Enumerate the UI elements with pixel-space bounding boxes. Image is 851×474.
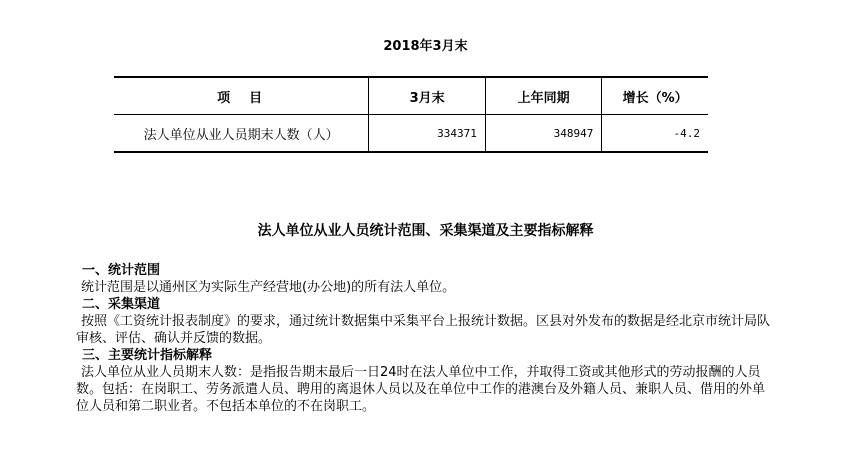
row-previous-value: 348947 [485,115,602,153]
row-current-value: 334371 [369,115,486,153]
header-current: 3月末 [369,77,486,115]
row-growth-value: -4.2 [602,115,708,153]
report-period-title: 2018年3月末 [383,39,468,54]
section-heading-scope: 一、统计范围 [82,263,161,278]
section-heading-channel: 二、采集渠道 [82,297,161,312]
explanation-notes [76,262,776,415]
header-growth: 增长（%） [602,77,708,115]
row-item-label: 法人单位从业人员期末人数（人） [143,127,339,143]
explanation-title: 法人单位从业人员统计范围、采集渠道及主要指标解释 [257,223,594,239]
section-text-scope: 统计范围是以通州区为实际生产经营地(办公地)的所有法人单位。 [81,280,456,295]
header-item: 项 目 [217,90,266,106]
section-heading-indicators: 三、主要统计指标解释 [82,348,213,363]
section-text-channel: 按照《工资统计报表制度》的要求，通过统计数据集中采集平台上报统计数据。区县对外发布的数据是经北京市统计局队审核、评估、确认并反馈的数据。 [76,314,771,346]
table-header-row [114,77,708,115]
table-row [114,115,708,153]
header-previous: 上年同期 [485,77,602,115]
statistics-table [114,76,708,153]
section-text-indicators: 法人单位从业人员期末人数：是指报告期末最后一日24时在法人单位中工作，并取得工资或其他形式的劳动报酬的人员数。包括：在岗职工、劳务派遣人员、聘用的离退休人员以及在单位中工作的港澳台及外籍人员、兼职人员、借用的外单位人员和第二职业者。不包括本单位的不在岗职工。 [76,365,766,414]
